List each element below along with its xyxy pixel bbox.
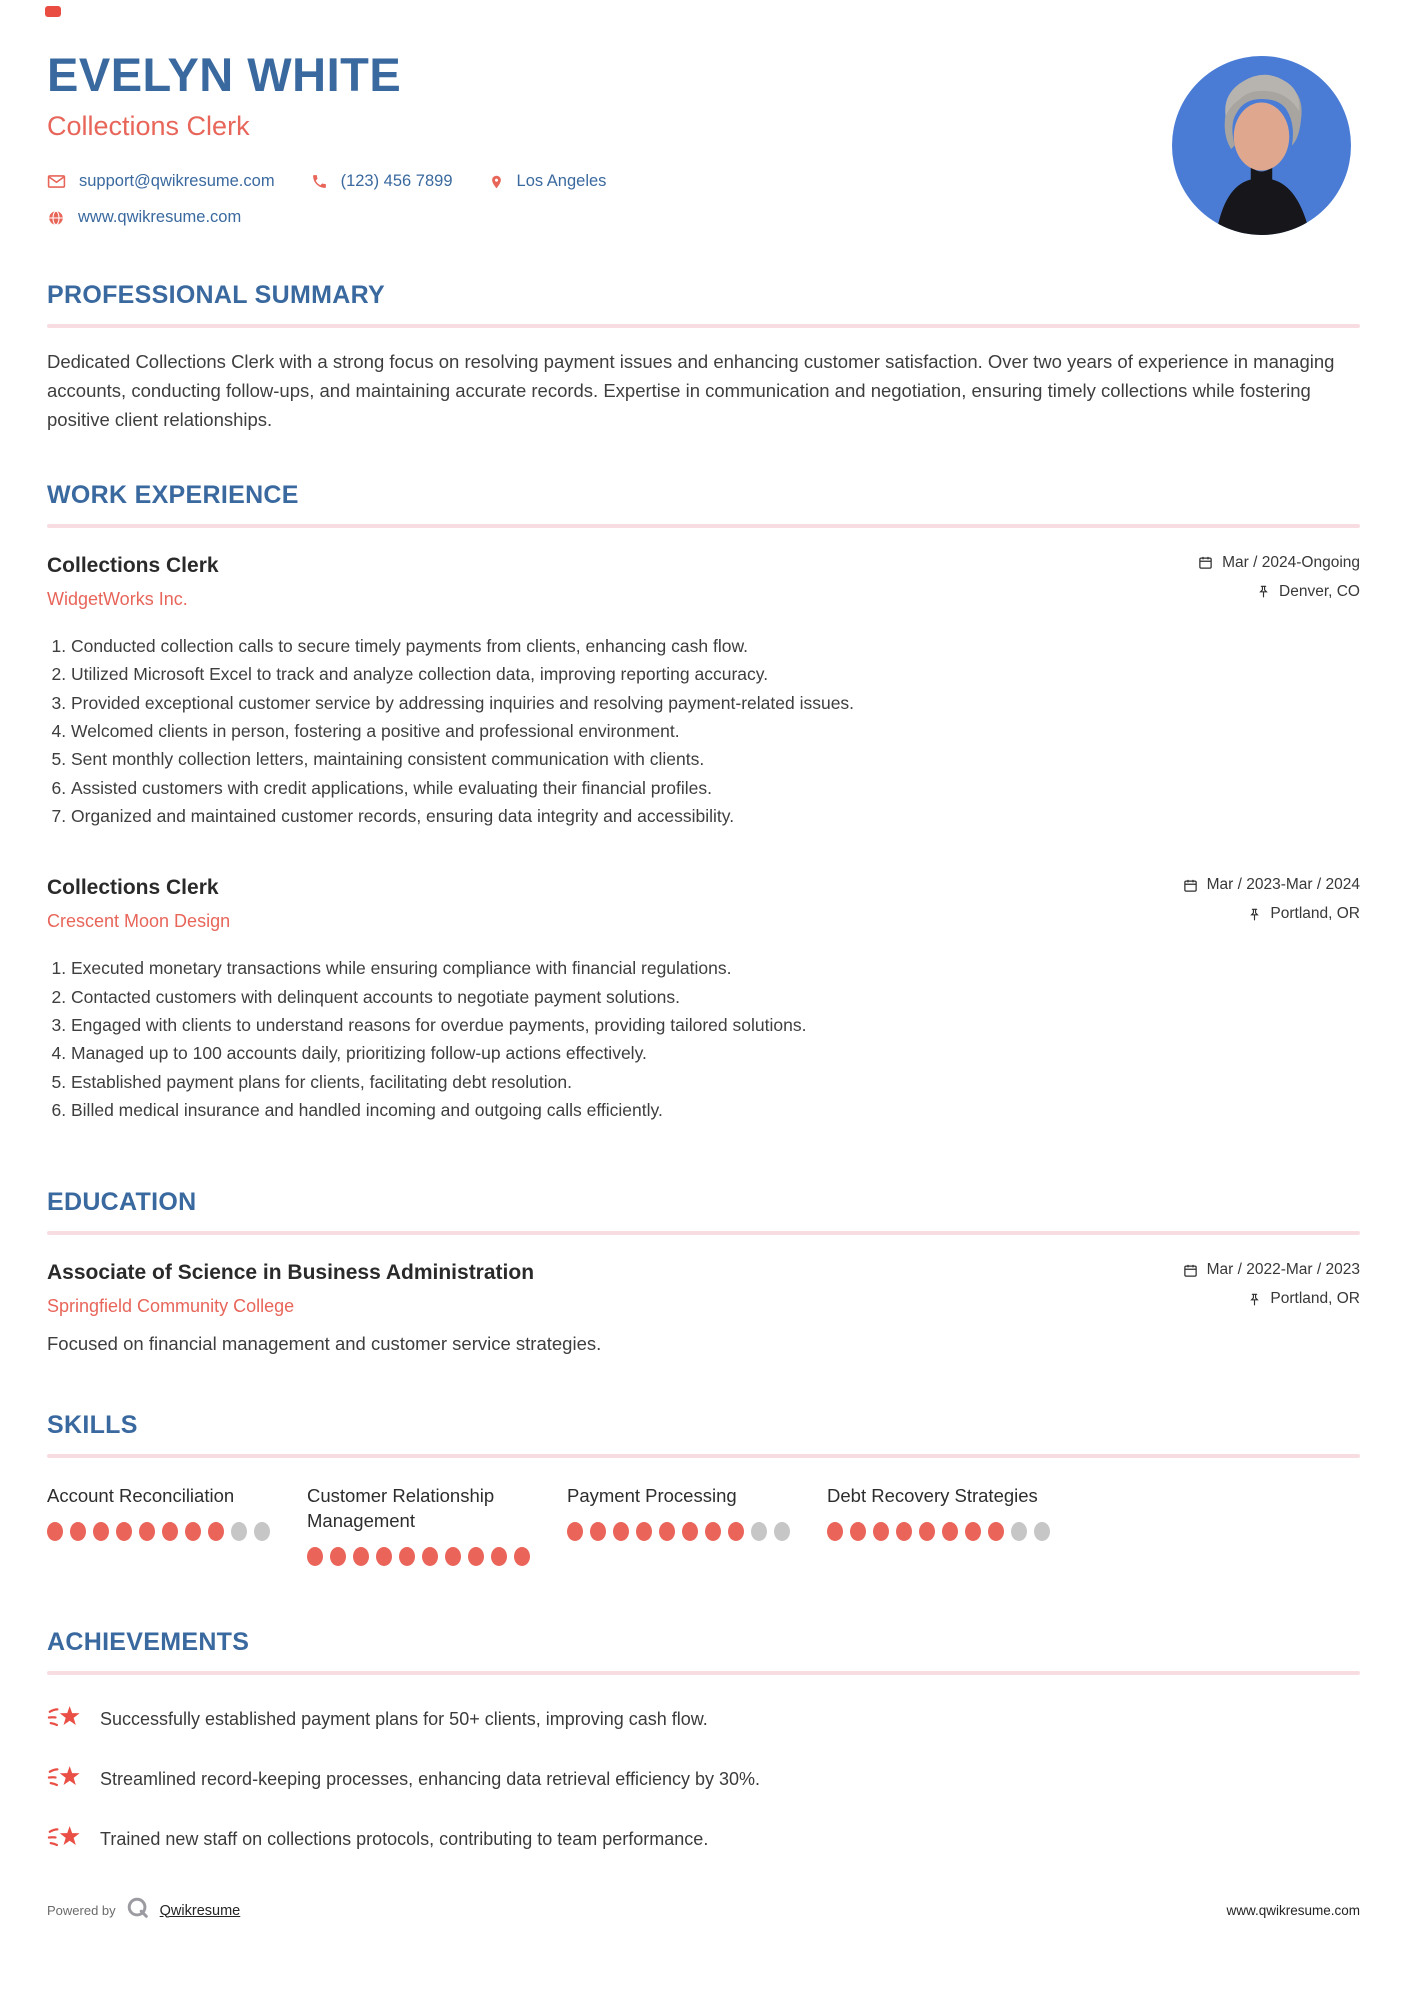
bullet-item: 1. Executed monetary transactions while ensuring compliance with financial regulations. [71,954,1360,982]
rating-dot-filled [116,1522,132,1541]
rating-dot-empty [751,1522,767,1541]
skills-grid [47,1484,1360,1566]
rating-dot-filled [353,1547,369,1566]
calendar-icon [1198,555,1213,570]
rating-dot-filled [514,1547,530,1566]
pushpin-icon [1248,907,1261,922]
rating-dot-filled [942,1522,958,1541]
school-name: Springfield Community College [47,1296,295,1317]
skill-rating-dots [47,1522,307,1541]
phone-link[interactable] [311,172,453,191]
skill-item [827,1484,1087,1566]
phone-icon [311,173,328,190]
section-work-experience [47,481,1360,1124]
website-row [47,208,1360,227]
rating-dot-filled [399,1547,415,1566]
section-divider [47,324,1360,328]
rating-dot-filled [445,1547,461,1566]
bullet-item: 4. Managed up to 100 accounts daily, prioritizing follow-up actions effectively. [71,1039,1360,1067]
rating-dot-filled [185,1522,201,1541]
profile-photo [1172,56,1351,235]
section-heading-skills: SKILLS [47,1411,138,1440]
skill-name: Payment Processing [567,1485,737,1507]
job-title: Collections Clerk [47,553,219,577]
skill-item [567,1484,827,1566]
job-title: Collections Clerk [47,876,219,900]
rating-dot-filled [307,1547,323,1566]
section-divider [47,1231,1360,1235]
qwikresume-logo-icon [126,1896,150,1925]
skill-name: Account Reconciliation [47,1485,235,1507]
skill-item [47,1484,307,1566]
bullet-item: 6. Assisted customers with credit applications, while evaluating their financial profiles. [71,774,1360,802]
person-name: EVELYN WHITE [47,48,402,101]
globe-icon [47,209,65,227]
location-item [489,172,607,191]
achievement-item [47,1703,1360,1735]
education-dates [1183,1261,1360,1279]
rating-dot-filled [491,1547,507,1566]
calendar-icon [1183,878,1198,893]
bullet-item: 2. Contacted customers with delinquent accounts to negotiate payment solutions. [71,983,1360,1011]
rating-dot-filled [422,1547,438,1566]
location-pin-icon [489,173,504,191]
rating-dot-filled [208,1522,224,1541]
rating-dot-empty [1034,1522,1050,1541]
rating-dot-filled [873,1522,889,1541]
section-heading-work: WORK EXPERIENCE [47,480,299,509]
summary-paragraph: Dedicated Collections Clerk with a strong focus on resolving payment issues and enhancing customer satisfaction. Over two years of experience in managing accounts, conducting follow-ups, and maintaining accurate records. Expertise in communication and negotiation, ensuring timely collections while fostering positive client relationships. [47,351,1335,431]
rating-dot-filled [850,1522,866,1541]
job-dates: Mar / 2023-Mar / 2024 [1183,876,1360,894]
rating-dot-filled [139,1522,155,1541]
qwikresume-brand-link[interactable]: Qwikresume [159,1902,241,1919]
website-text: www.qwikresume.com [78,208,242,227]
skill-item [307,1484,567,1566]
footer-website-link[interactable]: www.qwikresume.com [1226,1903,1360,1918]
work-entry [47,554,1360,830]
bullet-item: 4. Welcomed clients in person, fostering a positive and professional environment. [71,717,1360,745]
bullet-item: 6. Billed medical insurance and handled incoming and outgoing calls efficiently. [71,1096,1360,1124]
contact-row [47,172,1360,191]
rating-dot-filled [728,1522,744,1541]
section-heading-summary: PROFESSIONAL SUMMARY [47,281,385,310]
skill-name: Debt Recovery Strategies [827,1485,1038,1507]
location-text: Los Angeles [516,172,607,191]
job-location: Denver, CO [1198,583,1360,601]
rating-dot-filled [376,1547,392,1566]
section-heading-achievements: ACHIEVEMENTS [47,1628,250,1657]
website-link[interactable] [47,208,241,227]
rating-dot-filled [659,1522,675,1541]
calendar-icon [1183,1263,1198,1278]
bullet-item: 7. Organized and maintained customer records, ensuring data integrity and accessibility. [71,802,1360,830]
resume-header [47,0,1360,227]
page-footer [47,1896,1360,1925]
achievement-star-icon [47,1763,81,1795]
education-entry [47,1261,1360,1355]
rating-dot-filled [636,1522,652,1541]
bullet-item: 3. Provided exceptional customer service by addressing inquiries and resolving payment-related issues. [71,689,1360,717]
section-divider [47,524,1360,528]
section-divider [47,1671,1360,1675]
skill-rating-dots [567,1522,827,1541]
bullet-item: 1. Conducted collection calls to secure timely payments from clients, enhancing cash flow. [71,632,1360,660]
section-divider [47,1454,1360,1458]
rating-dot-empty [774,1522,790,1541]
phone-text: (123) 456 7899 [340,172,453,191]
job-dates: Mar / 2024-Ongoing [1198,554,1360,572]
rating-dot-filled [613,1522,629,1541]
bullet-item: 2. Utilized Microsoft Excel to track and analyze collection data, improving reporting accuracy. [71,660,1360,688]
rating-dot-filled [919,1522,935,1541]
achievement-item [47,1823,1360,1855]
section-heading-education: EDUCATION [47,1188,197,1217]
corner-decoration [45,6,61,17]
rating-dot-empty [231,1522,247,1541]
rating-dot-filled [47,1522,63,1541]
rating-dot-filled [682,1522,698,1541]
job-location: Portland, OR [1183,905,1360,923]
rating-dot-filled [965,1522,981,1541]
company-name: WidgetWorks Inc. [47,588,188,609]
rating-dot-filled [70,1522,86,1541]
rating-dot-filled [705,1522,721,1541]
skill-rating-dots [827,1522,1087,1541]
rating-dot-filled [162,1522,178,1541]
job-role-subtitle: Collections Clerk [47,111,250,142]
email-link[interactable] [47,172,275,191]
company-name: Crescent Moon Design [47,911,231,932]
education-description: Focused on financial management and customer service strategies. [47,1333,602,1355]
section-skills [47,1411,1360,1566]
education-dates-text: Mar / 2022-Mar / 2023 [1206,1261,1360,1279]
work-entry [47,876,1360,1124]
job-bullet-list [47,954,1360,1124]
bullet-item: 5. Sent monthly collection letters, maintaining consistent communication with clients. [71,745,1360,773]
section-education [47,1188,1360,1355]
rating-dot-empty [1011,1522,1027,1541]
rating-dot-filled [827,1522,843,1541]
achievements-list [47,1703,1360,1855]
rating-dot-filled [567,1522,583,1541]
rating-dot-empty [254,1522,270,1541]
skill-name: Customer Relationship Management [307,1485,495,1532]
achievement-text: Trained new staff on collections protocols, contributing to team performance. [100,1828,709,1849]
rating-dot-filled [590,1522,606,1541]
pushpin-icon [1248,1292,1261,1307]
profile-photo-illustration [1172,56,1351,235]
envelope-icon [47,172,66,191]
powered-by-label: Powered by [47,1903,116,1918]
bullet-item: 5. Established payment plans for clients, facilitating debt resolution. [71,1068,1360,1096]
achievement-item [47,1763,1360,1795]
education-location [1183,1290,1360,1308]
work-entries [47,554,1360,1124]
achievement-text: Successfully established payment plans for 50+ clients, improving cash flow. [100,1708,708,1729]
rating-dot-filled [896,1522,912,1541]
bullet-item: 3. Engaged with clients to understand reasons for overdue payments, providing tailored solutions. [71,1011,1360,1039]
achievement-star-icon [47,1823,81,1855]
skill-rating-dots [307,1547,567,1566]
job-bullet-list [47,632,1360,830]
education-location-text: Portland, OR [1270,1290,1360,1308]
section-professional-summary [47,281,1360,435]
rating-dot-filled [468,1547,484,1566]
rating-dot-filled [93,1522,109,1541]
rating-dot-filled [330,1547,346,1566]
section-achievements [47,1628,1360,1855]
rating-dot-filled [988,1522,1004,1541]
achievement-star-icon [47,1703,81,1735]
pushpin-icon [1257,584,1270,599]
achievement-text: Streamlined record-keeping processes, enhancing data retrieval efficiency by 30%. [100,1768,761,1789]
email-text: support@qwikresume.com [79,172,275,191]
degree-title: Associate of Science in Business Administration [47,1261,535,1285]
